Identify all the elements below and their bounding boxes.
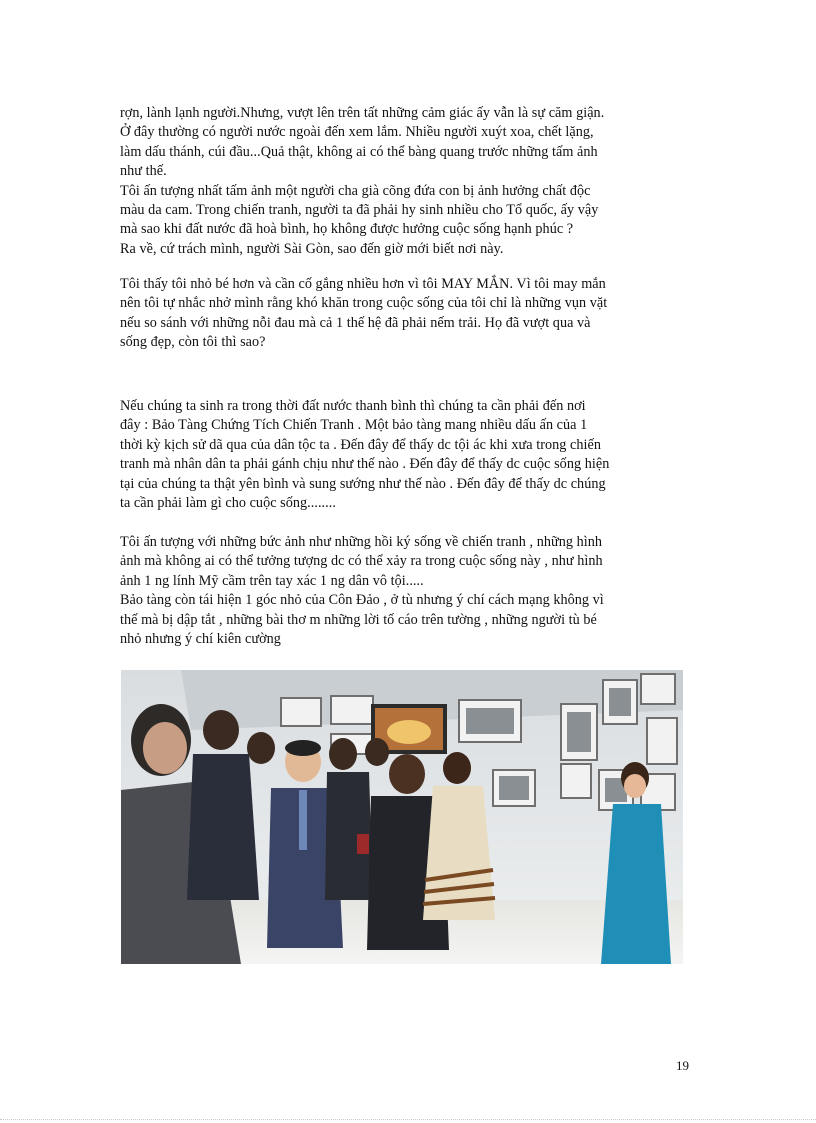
text-line: đây : Bảo Tàng Chứng Tích Chiến Tranh . Một bảo tàng mang nhiều dấu ấn của 1	[120, 417, 588, 434]
text-line: Nếu chúng ta sinh ra trong thời đất nước thanh bình thì chúng ta cần phải đến nơi	[120, 398, 586, 414]
museum-visit-photo	[121, 670, 683, 964]
text-line: ta cần phải làm gì cho cuộc sống........	[120, 495, 336, 512]
photo-illustration	[121, 670, 683, 964]
paragraph-photo-memories	[120, 533, 680, 649]
text-line: Tôi ấn tượng nhất tấm ảnh một người cha già cõng đứa con bị ảnh hưởng chất độc	[120, 182, 591, 199]
text-line: nhỏ nhưng ý chí kiên cường	[120, 631, 281, 648]
text-line: nên tôi tự nhắc nhở mình rằng khó khăn trong cuộc sống của tôi chỉ là những vụn vặt	[120, 295, 608, 312]
page-number: 19	[676, 1058, 689, 1073]
text-line: nếu so sánh với những nỗi đau mà cả 1 thế hệ đã phải nếm trải. Họ đã vượt qua và	[120, 314, 591, 331]
text-line: mà sao khi đất nước đã hoà bình, họ không được hưởng cuộc sống hạnh phúc ?	[120, 221, 574, 238]
text-line: tranh mà nhân dân ta phải gánh chịu như thế nào . Đến đây để thấy dc cuộc sống hiện	[120, 456, 610, 473]
text-line: ảnh 1 ng lính Mỹ cầm trên tay xác 1 ng dân vô tội.....	[120, 572, 424, 589]
paragraph-war-museum	[120, 397, 680, 513]
text-line: màu da cam. Trong chiến tranh, người ta đã phải hy sinh nhiều cho Tổ quốc, ấy vậy	[120, 202, 599, 219]
paragraph-lucky-reflection	[120, 275, 680, 353]
text-line: thời kỳ kịch sử dã qua của dân tộc ta . Đến đây để thấy dc tội ác khi xưa trong chiến	[120, 436, 601, 453]
text-line: Ra về, cứ trách mình, người Sài Gòn, sao đến giờ mới biết nơi này.	[120, 240, 504, 257]
text-line: làm dấu thánh, cúi đầu...Quả thật, không ai có thể bàng quang trước những tấm ảnh	[120, 143, 598, 160]
text-line: Bảo tàng còn tái hiện 1 góc nhỏ của Côn Đảo , ở tù nhưng ý chí cách mạng không vì	[120, 592, 604, 609]
text-line: Tôi ấn tượng với những bức ảnh như những hồi ký sống về chiến tranh , những hình	[120, 534, 603, 550]
text-line: sống đẹp, còn tôi thì sao?	[120, 334, 266, 351]
text-line: Ở đây thường có người nước ngoài đến xem lắm. Nhiều người xuýt xoa, chết lặng,	[120, 124, 594, 141]
text-line: tại của chúng ta thật yên bình và sung sướng như thế nào . Đến đây để thấy dc chúng	[120, 475, 606, 492]
text-line: rợn, lành lạnh người.Nhưng, vượt lên trên tất những cảm giác ấy vẫn là sự căm giận.	[120, 105, 605, 121]
paragraph-museum-impressions	[120, 104, 680, 259]
text-line: thế mà bị dập tắt , những bài thơ m những lời tố cáo trên tường , những người tù bé	[120, 611, 597, 628]
text-line: ảnh mà không ai có thể tưởng tượng dc có thể xảy ra trong cuộc sống này , như hình	[120, 553, 603, 570]
text-line: như thế.	[120, 163, 167, 180]
bottom-divider	[0, 1119, 816, 1120]
text-line: Tôi thấy tôi nhỏ bé hơn và cần cố gắng nhiều hơn vì tôi MAY MẮN. Vì tôi may mắn	[120, 276, 606, 292]
